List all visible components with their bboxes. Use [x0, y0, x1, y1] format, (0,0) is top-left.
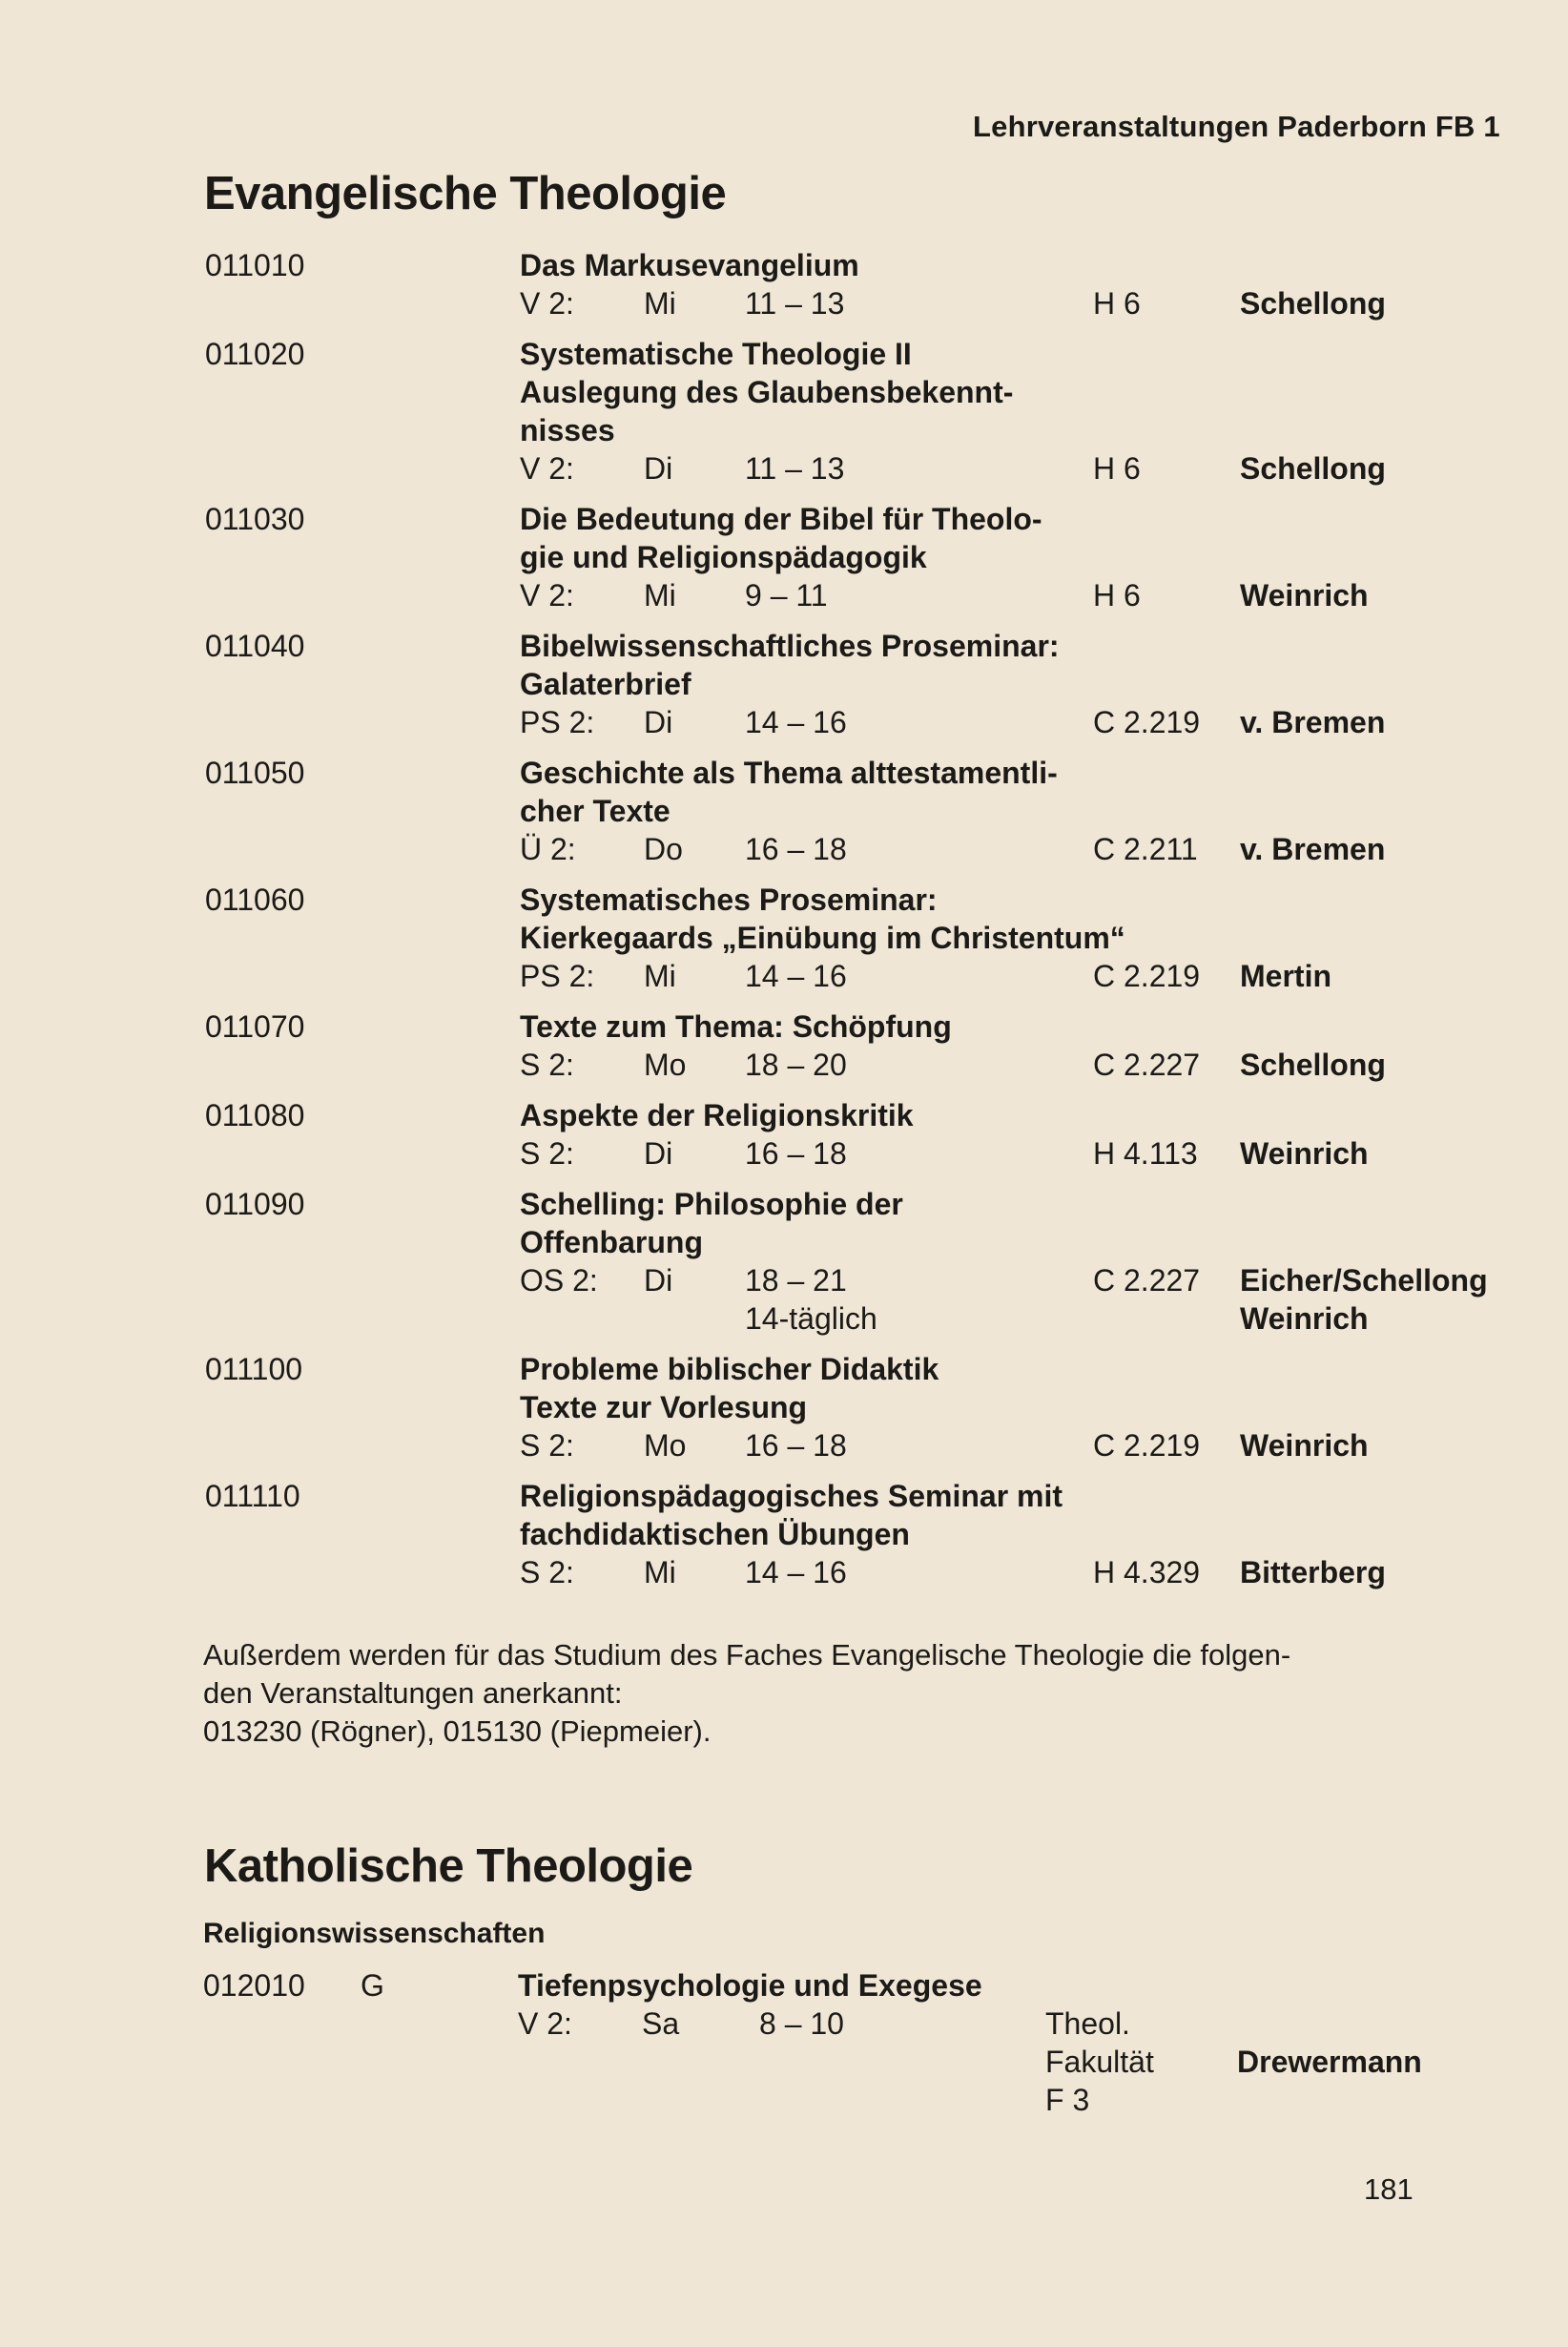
course-day: Mo [644, 1048, 687, 1082]
course-entry [0, 246, 1568, 322]
course-day: Do [644, 832, 683, 866]
course-body [520, 627, 1531, 741]
course-time: 14 – 16 [745, 1555, 847, 1589]
course-title: Tiefenpsychologie und Exegese [518, 1968, 982, 2003]
course-lecturer: Drewermann [1237, 2045, 1422, 2079]
course-day: Mi [644, 578, 676, 613]
course-lecturer: v. Bremen [1240, 832, 1386, 866]
course-lecturer: Weinrich [1240, 1428, 1369, 1463]
recognition-note [203, 1636, 1443, 1751]
course-body [520, 1007, 1531, 1084]
course-entry [0, 754, 1568, 868]
course-day: Di [644, 1136, 673, 1171]
course-schedule [520, 1261, 1531, 1338]
course-lecturer: Eicher/Schellong [1240, 1263, 1488, 1298]
course-title-line: Aspekte der Religionskritik [520, 1098, 914, 1132]
course-schedule [520, 957, 1531, 995]
course-title-line: Texte zum Thema: Schöpfung [520, 1009, 952, 1044]
course-type: PS 2: [520, 959, 595, 993]
entry-spacer [0, 868, 1568, 881]
running-head: Lehrveranstaltungen Paderborn FB 1 [973, 110, 1500, 143]
section-title-evangelische-theologie: Evangelische Theologie [204, 168, 727, 219]
course-lecturer: Schellong [1240, 451, 1386, 486]
course-entry [0, 1350, 1568, 1464]
course-entry [0, 627, 1568, 741]
course-schedule [520, 1134, 1531, 1173]
note-line: Außerdem werden für das Studium des Faches Evangelische Theologie die folgen- [203, 1638, 1291, 1672]
course-room [1045, 2004, 1154, 2119]
course-day: Di [644, 705, 673, 739]
course-code: 011050 [205, 756, 305, 790]
course-title-line: Geschichte als Thema alttestamentli- [520, 756, 1058, 790]
course-entry [0, 500, 1568, 614]
course-title-line: Das Markusevangelium [520, 248, 859, 282]
entry-spacer [0, 488, 1568, 500]
course-schedule [520, 703, 1531, 741]
course-time: 11 – 13 [745, 451, 845, 486]
course-type: V 2: [520, 578, 574, 613]
entry-spacer [0, 1591, 1568, 1604]
course-frequency: 14-täglich [745, 1301, 877, 1336]
course-day: Mo [644, 1428, 687, 1463]
course-day: Di [644, 451, 673, 486]
course-list-evangelische-theologie [0, 246, 1568, 1604]
course-body [518, 1966, 1529, 2119]
course-schedule [520, 284, 1531, 322]
course-title-line: Galaterbrief [520, 667, 691, 701]
course-body [520, 1350, 1531, 1464]
course-room: C 2.219 [1093, 1428, 1201, 1463]
course-schedule [520, 830, 1531, 868]
course-title-line: Schelling: Philosophie der [520, 1187, 903, 1221]
course-room: H 4.113 [1093, 1136, 1198, 1171]
course-room: C 2.219 [1093, 705, 1201, 739]
course-room: C 2.227 [1093, 1263, 1201, 1298]
course-time: 16 – 18 [745, 832, 847, 866]
course-time: 18 – 20 [745, 1048, 847, 1082]
course-code: 011020 [205, 337, 305, 371]
course-time: 18 – 21 [745, 1263, 847, 1298]
course-time: 14 – 16 [745, 705, 847, 739]
course-schedule [520, 1426, 1531, 1464]
course-entry [0, 1007, 1568, 1084]
course-room: C 2.211 [1093, 832, 1198, 866]
course-type: S 2: [520, 1555, 574, 1589]
course-schedule [520, 576, 1531, 614]
course-room: H 6 [1093, 578, 1141, 613]
course-type: Ü 2: [520, 832, 576, 866]
course-schedule [520, 1046, 1531, 1084]
course-body [520, 1185, 1531, 1338]
course-time: 16 – 18 [745, 1428, 847, 1463]
course-title-line: Auslegung des Glaubensbekennt- [520, 375, 1014, 409]
course-title-line: Bibelwissenschaftliches Proseminar: [520, 629, 1060, 663]
course-schedule [518, 2004, 1529, 2119]
course-title-line: Probleme biblischer Didaktik [520, 1352, 939, 1386]
room-line: F 3 [1045, 2083, 1090, 2117]
course-code: 011080 [205, 1098, 305, 1132]
course-schedule [520, 1553, 1531, 1591]
course-schedule [520, 449, 1531, 488]
course-day: Mi [644, 959, 676, 993]
course-lecturer: Mertin [1240, 959, 1331, 993]
course-body [520, 881, 1531, 995]
course-type: V 2: [520, 286, 574, 321]
course-time: 9 – 11 [745, 578, 828, 613]
course-room: H 6 [1093, 286, 1141, 321]
course-room: H 4.329 [1093, 1555, 1201, 1589]
course-code: 011100 [205, 1352, 303, 1386]
course-entry [0, 1477, 1568, 1591]
course-type: V 2: [518, 2006, 572, 2041]
course-body [520, 500, 1531, 614]
course-type: V 2: [520, 451, 574, 486]
course-day: Di [644, 1263, 673, 1298]
course-title-line: Die Bedeutung der Bibel für Theolo- [520, 502, 1042, 536]
entry-spacer [0, 1464, 1568, 1477]
course-time: 11 – 13 [745, 286, 845, 321]
course-title-line: nisses [520, 413, 615, 447]
course-body [520, 1096, 1531, 1173]
course-lecturer: Weinrich [1240, 578, 1369, 613]
course-day: Mi [644, 1555, 676, 1589]
page-number: 181 [1364, 2172, 1413, 2206]
course-room: C 2.219 [1093, 959, 1201, 993]
course-type: S 2: [520, 1136, 574, 1171]
course-room: H 6 [1093, 451, 1141, 486]
course-code: 012010 [203, 1968, 305, 2003]
course-type: OS 2: [520, 1263, 598, 1298]
entry-spacer [0, 1338, 1568, 1350]
course-lecturer: Weinrich [1240, 1136, 1369, 1171]
course-body [520, 1477, 1531, 1591]
course-title-line: Kierkegaards „Einübung im Christentum“ [520, 921, 1125, 955]
course-body [520, 335, 1531, 488]
course-entry [0, 1096, 1568, 1173]
course-lecturer: Schellong [1240, 1048, 1386, 1082]
course-code: 011040 [205, 629, 305, 663]
room-line: Fakultät [1045, 2045, 1154, 2079]
course-title-line: fachdidaktischen Übungen [520, 1517, 910, 1551]
course-body [520, 246, 1531, 322]
entry-spacer [0, 1084, 1568, 1096]
course-entry [0, 335, 1568, 488]
subsection-title: Religionswissenschaften [203, 1918, 546, 1949]
course-grade: G [361, 1968, 384, 2003]
entry-spacer [0, 322, 1568, 335]
course-code: 011070 [205, 1009, 305, 1044]
course-lecturer: v. Bremen [1240, 705, 1386, 739]
course-code: 011110 [205, 1479, 300, 1513]
course-title-line: Religionspädagogisches Seminar mit [520, 1479, 1063, 1513]
note-line: 013230 (Rögner), 015130 (Piepmeier). [203, 1714, 712, 1748]
course-type: PS 2: [520, 705, 595, 739]
course-lecturer: Bitterberg [1240, 1555, 1386, 1589]
course-lecturer-2: Weinrich [1240, 1301, 1369, 1336]
entry-spacer [0, 614, 1568, 627]
course-time: 16 – 18 [745, 1136, 847, 1171]
room-line: Theol. [1045, 2006, 1130, 2041]
course-day: Mi [644, 286, 676, 321]
course-lecturer: Schellong [1240, 286, 1386, 321]
note-line: den Veranstaltungen anerkannt: [203, 1676, 623, 1710]
course-title-line: cher Texte [520, 794, 671, 828]
course-title-line: gie und Religionspädagogik [520, 540, 927, 574]
course-code: 011090 [205, 1187, 305, 1221]
course-entry [0, 1185, 1568, 1338]
course-room: C 2.227 [1093, 1048, 1201, 1082]
course-entry [0, 881, 1568, 995]
course-code: 011010 [205, 248, 305, 282]
course-body [520, 754, 1531, 868]
course-title-line: Offenbarung [520, 1225, 703, 1259]
course-time: 14 – 16 [745, 959, 847, 993]
section-title-katholische-theologie: Katholische Theologie [204, 1840, 693, 1892]
course-title-line: Systematisches Proseminar: [520, 883, 938, 917]
entry-spacer [0, 995, 1568, 1007]
course-time: 8 – 10 [759, 2006, 844, 2041]
course-code: 011060 [205, 883, 305, 917]
course-type: S 2: [520, 1048, 574, 1082]
entry-spacer [0, 1173, 1568, 1185]
course-title-line: Texte zur Vorlesung [520, 1390, 808, 1424]
course-day: Sa [642, 2006, 680, 2041]
course-type: S 2: [520, 1428, 574, 1463]
course-title-line: Systematische Theologie II [520, 337, 912, 371]
course-code: 011030 [205, 502, 305, 536]
entry-spacer [0, 741, 1568, 754]
